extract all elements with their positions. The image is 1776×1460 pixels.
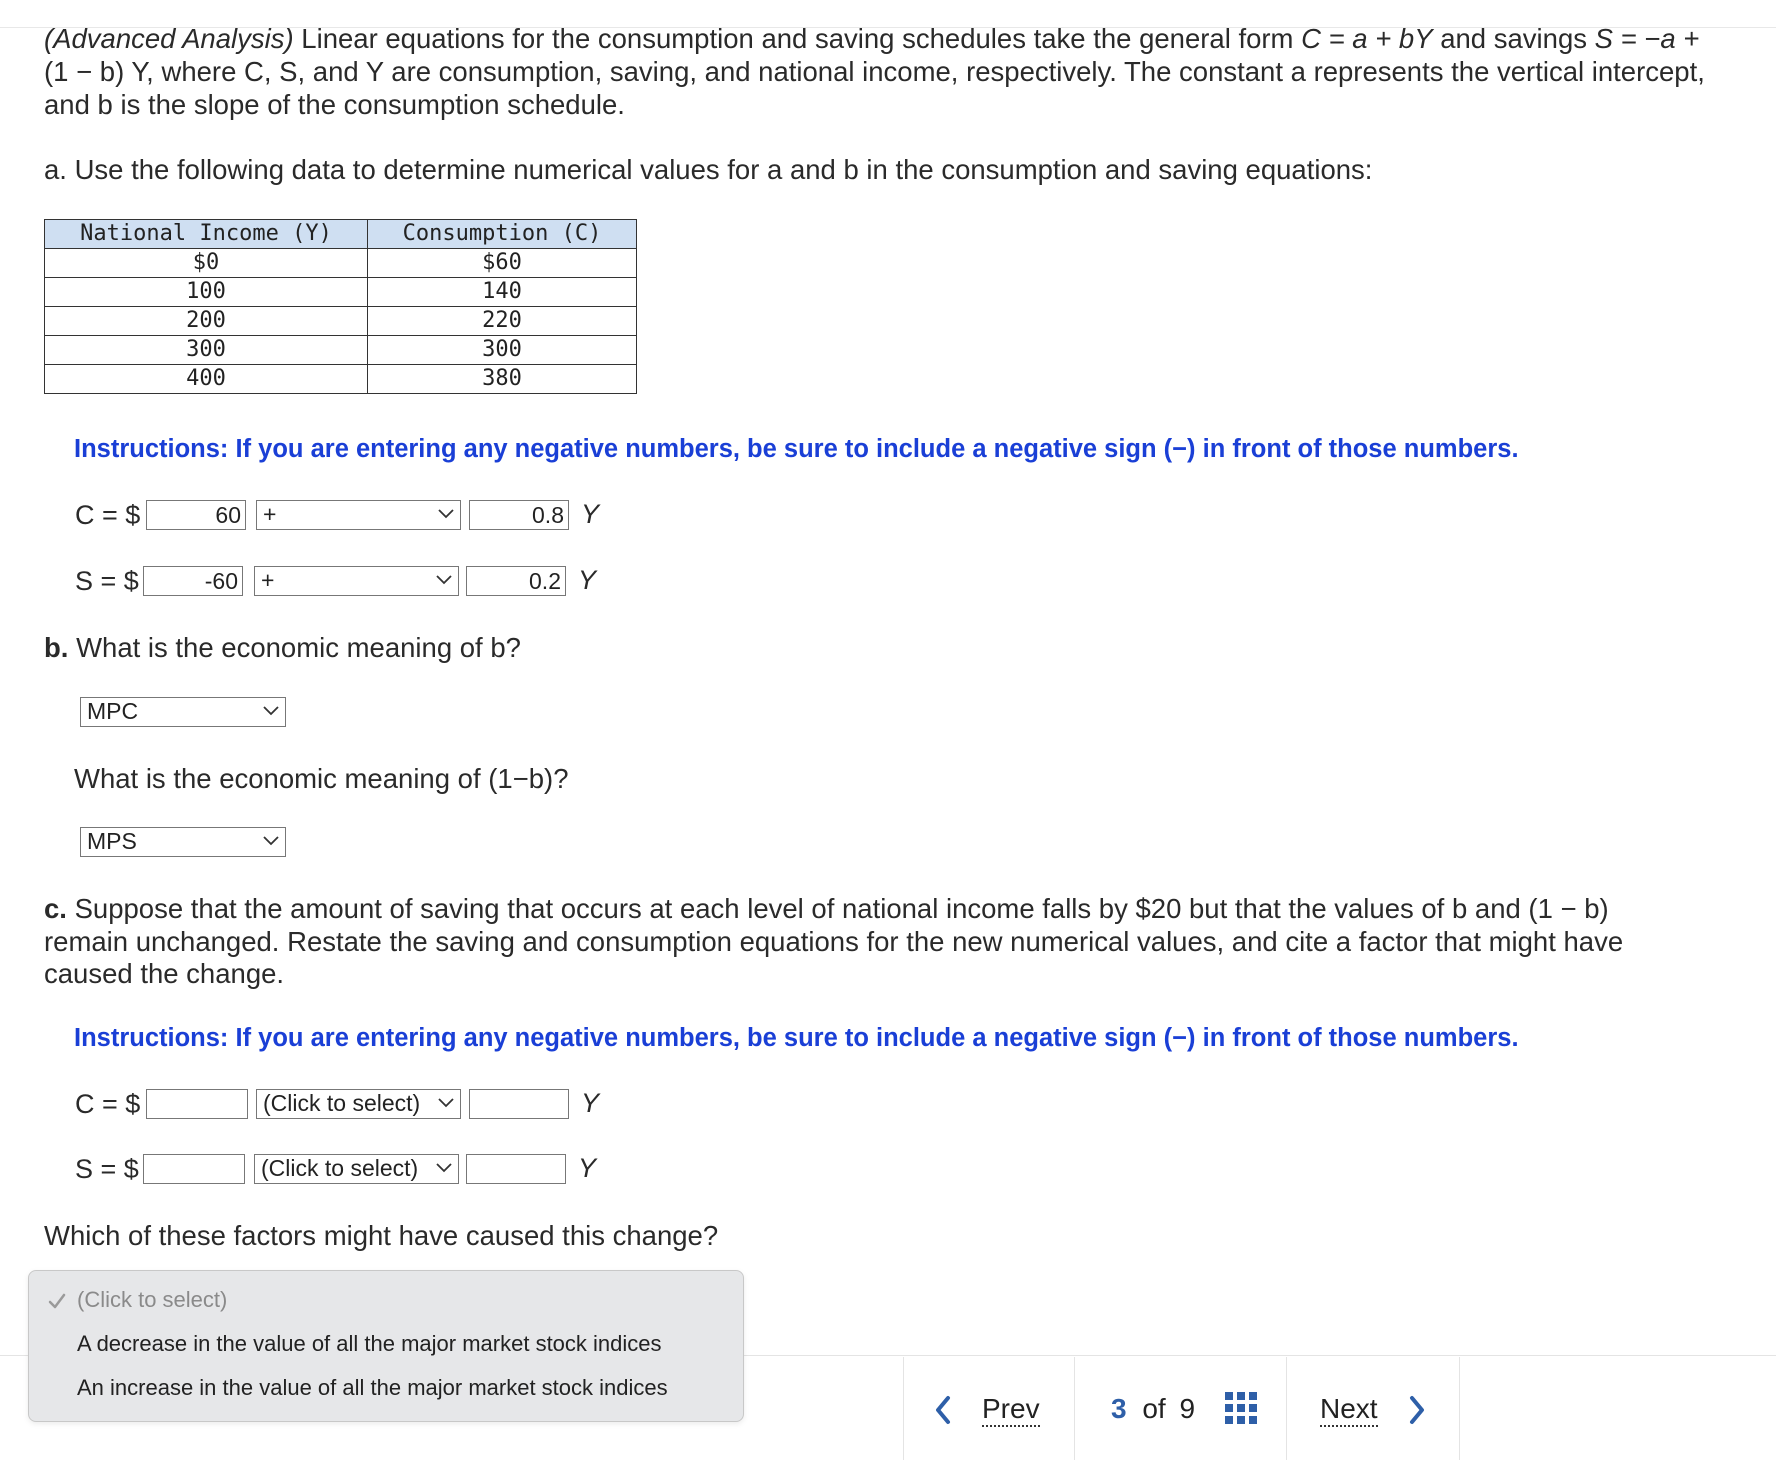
part-b-question-text: What is the economic meaning of b? [68, 632, 521, 663]
nav-separator [1286, 1357, 1287, 1460]
nav-separator [1459, 1357, 1460, 1460]
c-intercept-input[interactable]: 60 [146, 500, 246, 530]
instructions-c: Instructions: If you are entering any negative numbers, be sure to include a negative sign (−) in front of those numbers. [74, 1024, 1519, 1052]
income-cell: 200 [45, 307, 368, 336]
table-row [45, 278, 637, 307]
intro-line-3: and b is the slope of the consumption schedule. [44, 89, 625, 120]
part-b-label: b. [44, 632, 69, 663]
income-cell: 400 [45, 365, 368, 394]
factor-question: Which of these factors might have caused this change? [44, 1220, 719, 1251]
s-sign-select[interactable] [254, 566, 459, 596]
table-row [45, 365, 637, 394]
income-cell: 300 [45, 336, 368, 365]
c-new-y-variable: Y [581, 1088, 600, 1118]
chevron-down-icon [263, 828, 279, 846]
s-y-variable: Y [578, 565, 597, 595]
c-y-variable: Y [581, 499, 600, 529]
s-new-sign-value: (Click to select) [261, 1155, 419, 1181]
table-row [45, 249, 637, 278]
c-new-intercept-input[interactable] [146, 1089, 248, 1119]
saving-equation: S = −a + [1594, 23, 1700, 54]
col-header-consumption: Consumption (C) [368, 220, 637, 249]
part-a-prompt: a. Use the following data to determine numerical values for a and b in the consumption and saving equations: [44, 154, 1373, 185]
chevron-down-icon [436, 567, 452, 585]
table-header-row [45, 220, 637, 249]
col-header-income: National Income (Y) [45, 220, 368, 249]
chevron-down-icon [438, 501, 454, 519]
consumption-cell: 140 [368, 278, 637, 307]
current-page: 3 [1111, 1393, 1127, 1424]
chevron-right-icon [1408, 1395, 1426, 1430]
chevron-down-icon [263, 698, 279, 716]
of-label: of [1142, 1393, 1166, 1424]
nav-separator [1074, 1357, 1075, 1460]
dropdown-option-placeholder[interactable]: (Click to select) [77, 1287, 228, 1312]
c-sign-value: + [263, 501, 277, 527]
income-cell: $0 [45, 249, 368, 278]
c-equation-label: C = $ [75, 500, 141, 530]
prev-label: Prev [982, 1393, 1040, 1427]
s-intercept-input[interactable]: -60 [143, 566, 243, 596]
s-sign-value: + [261, 567, 275, 593]
s-equation-label: S = $ [75, 566, 139, 596]
intro-text-mid: and savings [1432, 23, 1595, 54]
next-button[interactable] [1320, 1391, 1430, 1431]
consumption-equation: C = a + bY [1301, 23, 1433, 54]
part-c-line-2: remain unchanged. Restate the saving and consumption equations for the new numerical values, and cite a factor that might have [44, 926, 1624, 957]
table-row [45, 336, 637, 365]
consumption-cell: 300 [368, 336, 637, 365]
consumption-cell: 380 [368, 365, 637, 394]
consumption-cell: $60 [368, 249, 637, 278]
chevron-down-icon [436, 1155, 452, 1173]
dropdown-option-increase[interactable]: An increase in the value of all the major market stock indices [77, 1375, 668, 1400]
c-sign-select[interactable] [256, 500, 461, 530]
dropdown-option-decrease[interactable]: A decrease in the value of all the major market stock indices [77, 1331, 662, 1356]
nav-separator [903, 1357, 904, 1460]
factor-dropdown-menu[interactable] [28, 1270, 744, 1422]
c-new-sign-value: (Click to select) [263, 1090, 421, 1116]
total-pages: 9 [1179, 1393, 1196, 1424]
b-meaning-select[interactable] [80, 697, 286, 727]
intro-text: Linear equations for the consumption and saving schedules take the general form [293, 23, 1302, 54]
next-label: Next [1320, 1393, 1378, 1427]
chevron-left-icon [934, 1395, 952, 1430]
one-minus-b-select[interactable] [80, 827, 286, 857]
part-b-question [44, 631, 521, 664]
s-new-slope-input[interactable] [466, 1154, 566, 1184]
s-slope-input[interactable]: 0.2 [466, 566, 566, 596]
page-indicator [1111, 1393, 1195, 1425]
checkmark-icon [47, 1291, 67, 1316]
part-c-label: c. [44, 893, 67, 924]
c-slope-input[interactable]: 0.8 [469, 500, 569, 530]
s-new-sign-select[interactable] [254, 1154, 459, 1184]
chevron-down-icon [438, 1090, 454, 1108]
c-new-slope-input[interactable] [469, 1089, 569, 1119]
income-consumption-table [44, 219, 637, 394]
income-cell: 100 [45, 278, 368, 307]
intro-line-1 [44, 22, 1744, 55]
s-new-y-variable: Y [578, 1153, 597, 1183]
s-new-intercept-input[interactable] [143, 1154, 245, 1184]
intro-line-2: (1 − b) Y, where C, S, and Y are consumption, saving, and national income, respectively. The constant a represents the vertical intercept, [44, 56, 1705, 87]
intro-lead: (Advanced Analysis) [44, 23, 294, 54]
s-new-equation-label: S = $ [75, 1154, 139, 1184]
part-c-line-1 [44, 892, 1609, 925]
part-c-line-3: caused the change. [44, 958, 285, 989]
grid-icon[interactable] [1225, 1392, 1257, 1424]
table-row [45, 307, 637, 336]
one-minus-b-value: MPS [87, 828, 137, 854]
part-c-text: Suppose that the amount of saving that occurs at each level of national income falls by $20 but that the values of b and (1 − b) [66, 893, 1609, 924]
instructions-a: Instructions: If you are entering any negative numbers, be sure to include a negative sign (−) in front of those numbers. [74, 435, 1519, 463]
b-meaning-value: MPC [87, 698, 139, 724]
consumption-cell: 220 [368, 307, 637, 336]
one-minus-b-question: What is the economic meaning of (1−b)? [74, 763, 569, 794]
c-new-equation-label: C = $ [75, 1089, 141, 1119]
c-new-sign-select[interactable] [256, 1089, 461, 1119]
